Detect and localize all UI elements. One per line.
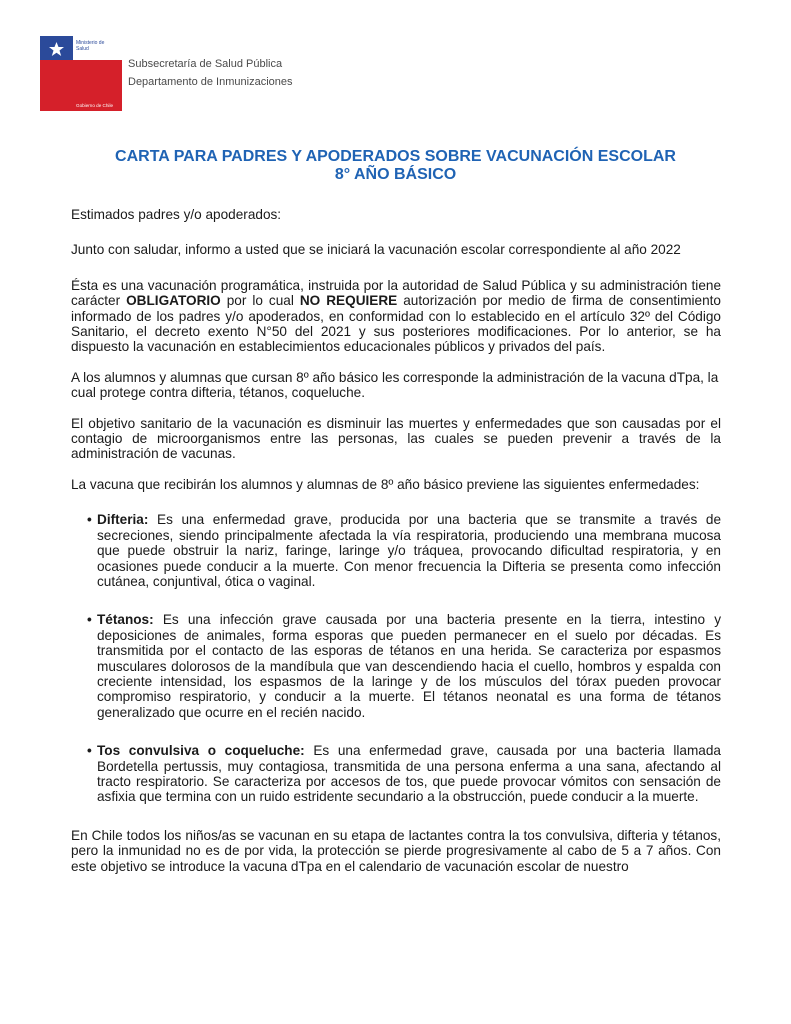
list-item — [71, 612, 721, 720]
bullet-symbol: • — [87, 743, 92, 759]
disease-list — [71, 512, 721, 805]
mandatory-paragraph — [71, 278, 721, 355]
logo-footer: Gobierno de Chile — [76, 103, 114, 108]
mandatory-text-c: por lo cual — [220, 293, 300, 309]
objective-paragraph: El objetivo sanitario de la vacunación es disminuir las muertes y enfermedades que son causadas por el contagio de microorganismos entre las personas, las cuales se pueden prevenir a través de la administración de vacunas. — [71, 415, 721, 462]
intro-paragraph: Junto con saludar, informo a usted que se iniciará la vacunación escolar correspondiente al año 2022 — [71, 242, 681, 258]
disease-term: Tétanos: — [97, 612, 154, 628]
disease-description: Es una enfermedad grave, producida por una bacteria que se transmite a través de secreciones, siendo principalmente afectada la vía respiratoria, produciendo una membrana mucosa que puede obstruir la nariz, faringe, laringe y/o tráquea, provocando dificultad respiratoria, y en ocasiones puede conducir a la muerte. Con menor frecuencia la Difteria se presenta como infección cutánea, conjuntival, ótica o vaginal. — [97, 512, 721, 589]
list-item — [71, 743, 721, 805]
mandatory-text-d: autorización por medio de firma de consentimiento informado de los padres y/o apoderados, en conformidad con lo establecido en el artículo 32º del Código Sanitario, el decreto exento N°50 del 2021 y sus posteriores modificaciones. Por lo anterior, se ha dispuesto la vacunación en establecimientos educacionales públicos y privados del país. — [71, 293, 721, 355]
mandatory-bold-obligatorio: OBLIGATORIO — [126, 293, 221, 309]
department-line-2: Departamento de Inmunizaciones — [128, 76, 293, 88]
department-line-1: Subsecretaría de Salud Pública — [128, 58, 283, 70]
department-block — [128, 55, 292, 91]
greeting: Estimados padres y/o apoderados: — [71, 207, 282, 222]
chile-paragraph: En Chile todos los niños/as se vacunan en su etapa de lactantes contra la tos convulsiva, difteria y tétanos, pero la inmunidad no es de por vida, la protección se pierde progresivamente al cabo de 5 a 7 años. Con este objetivo se introduce la vacuna dTpa en el calendario de vacunación escolar de nuestro — [71, 827, 721, 874]
students-paragraph: A los alumnos y alumnas que cursan 8º año básico les corresponde la administración de la vacuna dTpa, la cual protege contra difteria, tétanos, coqueluche. — [71, 369, 719, 401]
bullet-symbol: • — [87, 512, 92, 528]
letter-title — [40, 148, 751, 184]
disease-term: Difteria: — [97, 512, 149, 528]
logo-text-line2: Salud — [76, 46, 89, 52]
title-line-2: 8° AÑO BÁSICO — [334, 166, 457, 183]
government-logo — [40, 36, 122, 111]
letter-body — [71, 207, 721, 889]
list-item — [71, 512, 721, 589]
disease-description: Es una enfermedad grave, causada por una bacteria llamada Bordetella pertussis, muy contagiosa, transmitida de una persona enferma a una sana, afectando al tracto respiratorio. Se caracteriza por accesos de tos, que puede provocar vómitos con sensación de asfixia que termina con un ruido estridente secundario a la obstrucción, puede conducir a la muerte. — [97, 743, 721, 805]
title-line-1: CARTA PARA PADRES Y APODERADOS SOBRE VACUNACIÓN ESCOLAR — [115, 148, 676, 165]
disease-description: Es una infección grave causada por una bacteria presente en la tierra, intestino y deposiciones de animales, forma esporas que pueden permanecer en el suelo por décadas. Es transmitida por el contacto de las esporas de tétanos en una herida. Se caracteriza por espasmos musculares dolorosos de la mandíbula que van descendiendo hacia el cuello, hombros y espalda con creciente intensidad, los espasmos de la laringe y de los músculos del tórax pueden provocar compromiso respiratorio, y conducir a la muerte. El tétanos neonatal es una forma de tétanos generalizado que ocurre en el recién nacido. — [97, 612, 721, 720]
bullet-symbol: • — [87, 612, 92, 628]
mandatory-bold-no-requiere: NO REQUIERE — [299, 293, 398, 309]
vaccine-paragraph: La vacuna que recibirán los alumnos y alumnas de 8º año básico previene las siguientes enfermedades: — [71, 476, 700, 492]
disease-term: Tos convulsiva o coqueluche: — [97, 743, 305, 759]
mandatory-text-a: Ésta es una vacunación programática, instruida por la autoridad de Salud Pública y su administración tiene carácter — [71, 277, 721, 309]
logo-text-line1: Ministerio de — [76, 40, 105, 46]
